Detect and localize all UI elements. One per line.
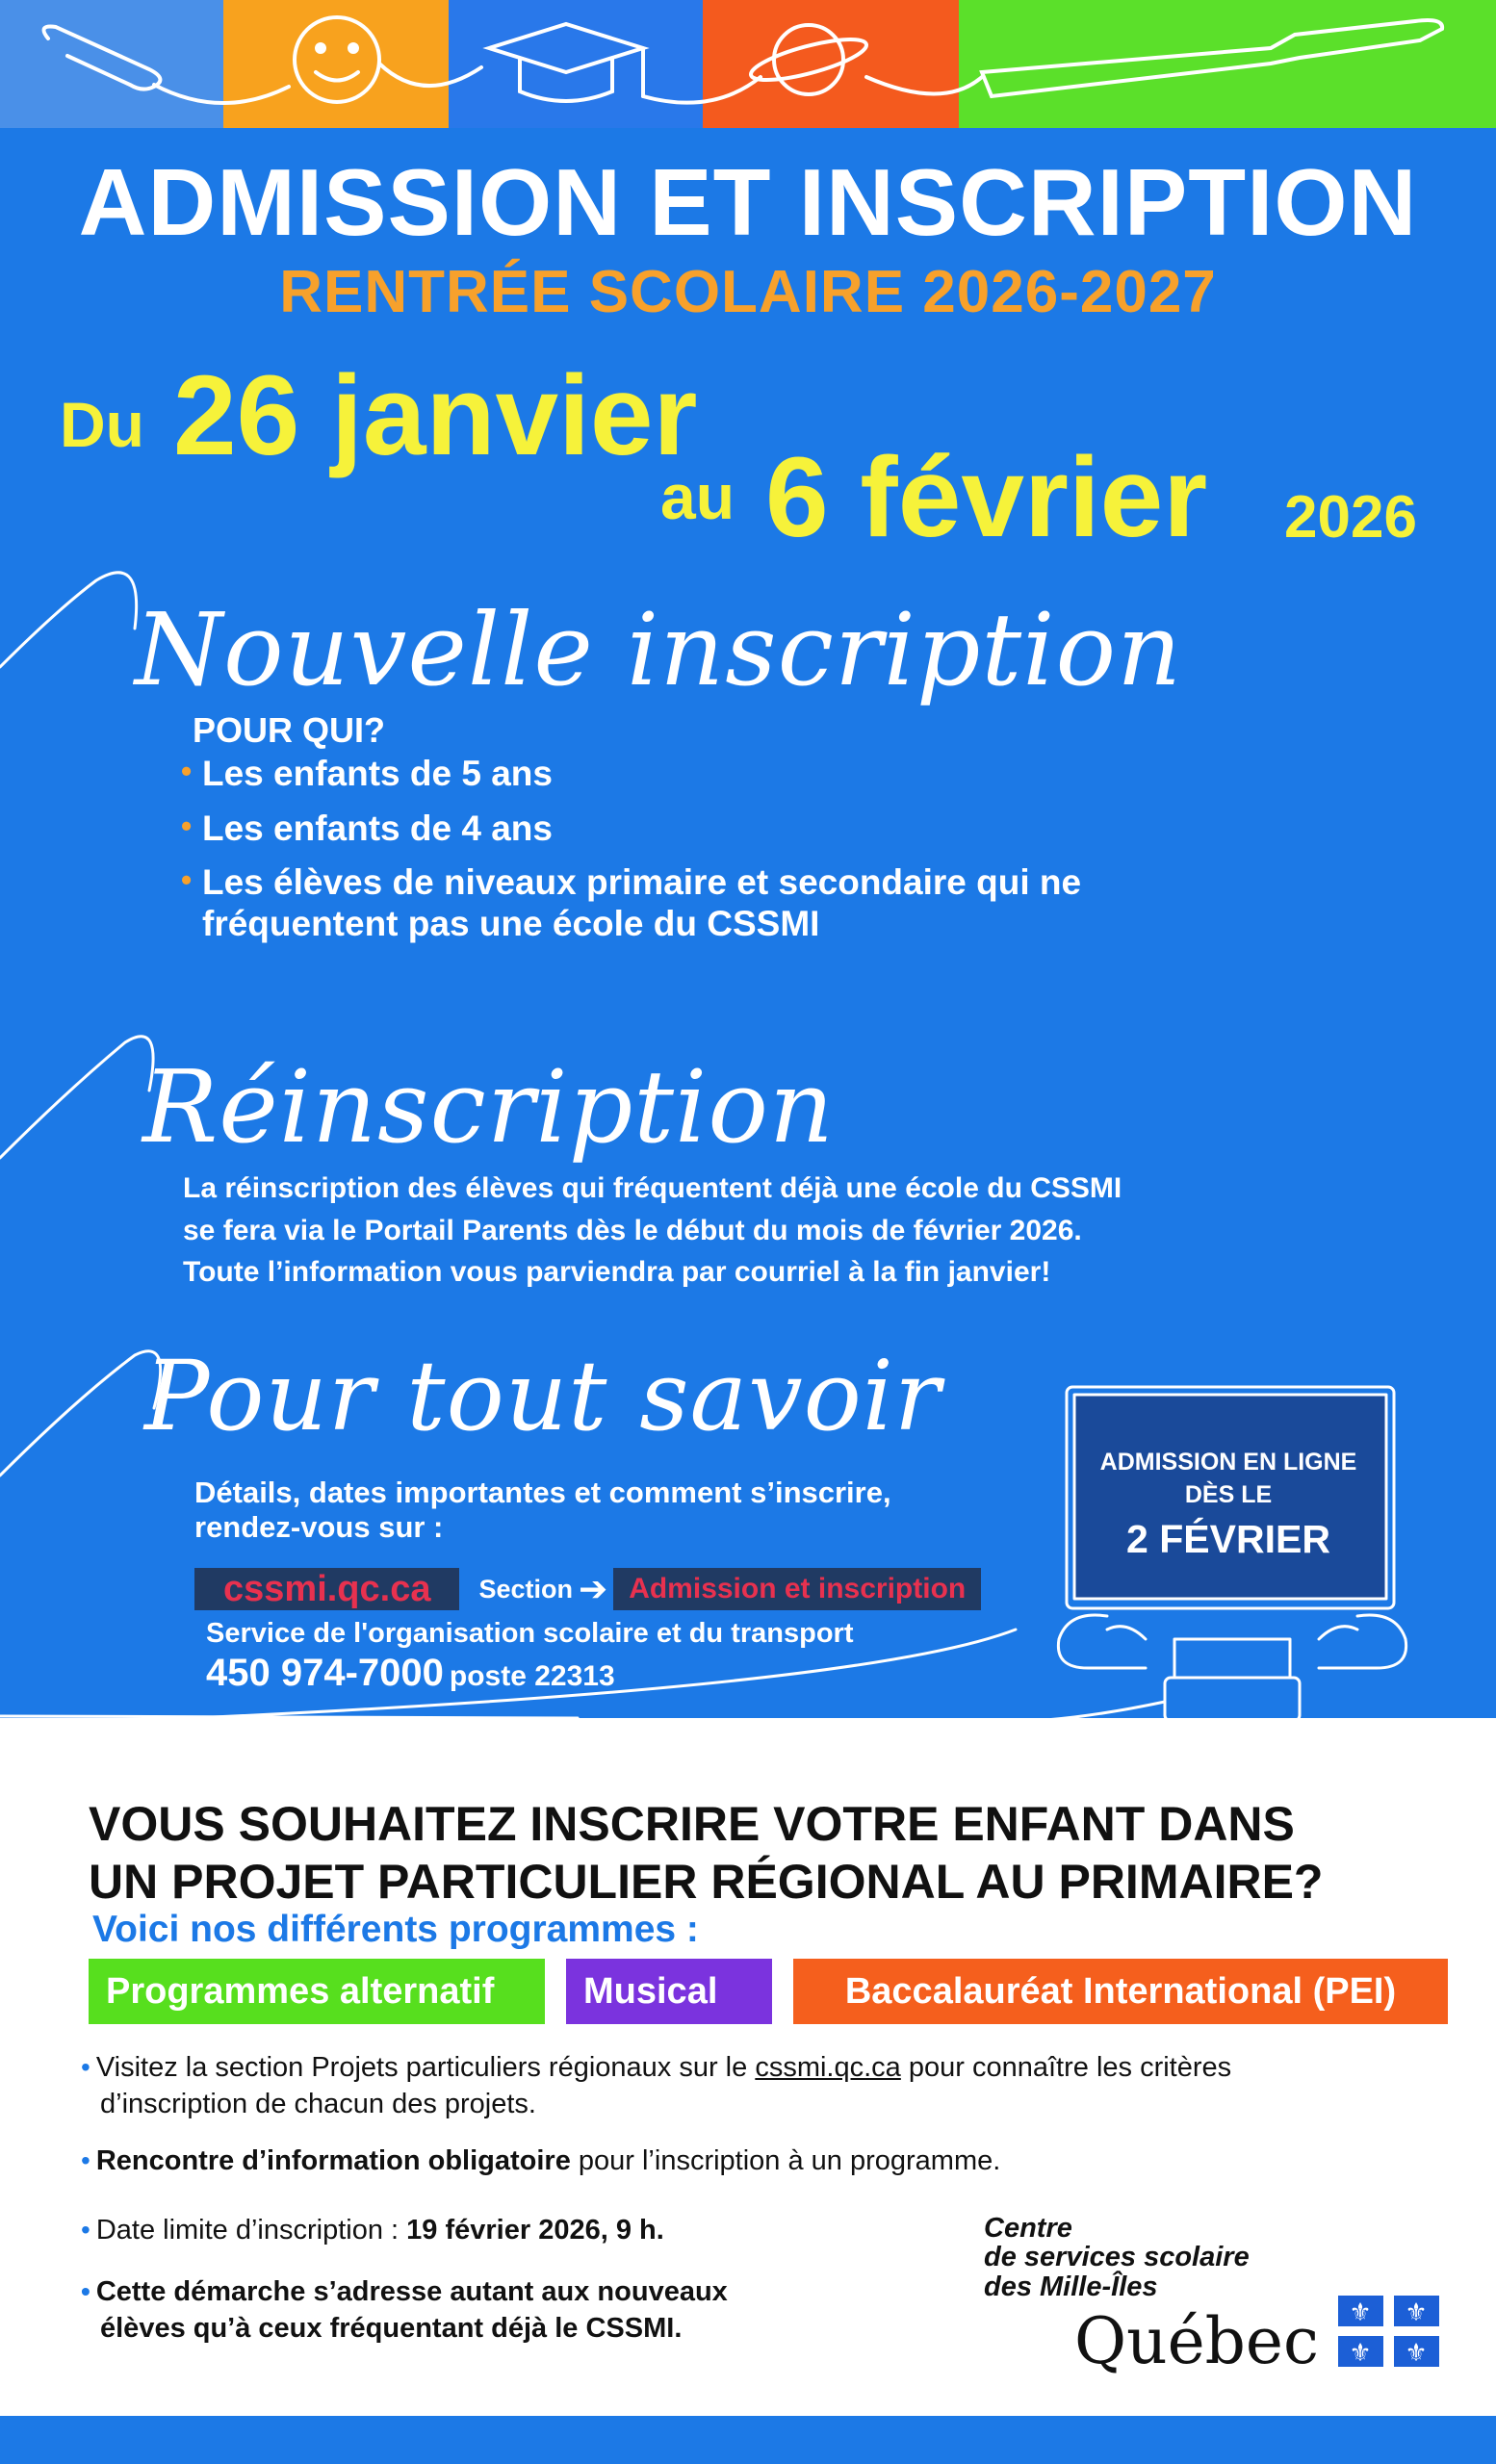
note-line: élèves qu’à ceux fréquentant déjà le CSSMI. — [100, 2312, 683, 2344]
reregistration-line: se fera via le Portail Parents dès le début du mois de février 2026. — [183, 1214, 1082, 1246]
phone-main[interactable]: 450 974-7000 — [206, 1652, 444, 1694]
program-musical-tag: Musical — [566, 1959, 772, 2024]
strip-line-art — [0, 0, 1496, 128]
note-line: Cette démarche s’adresse autant aux nouveaux — [95, 2276, 728, 2307]
online-admission-date: 2 FÉVRIER — [1126, 1516, 1330, 1561]
details-line: Détails, dates importantes et comment s’inscrire, — [194, 1476, 891, 1509]
section-title-new-registration: Nouvelle inscription — [135, 591, 1183, 708]
program-ib-tag: Baccalauréat International (PEI) — [793, 1959, 1448, 2024]
admission-section-link[interactable]: Admission et inscription — [613, 1568, 981, 1610]
title-line: UN PROJET PARTICULIER RÉGIONAL AU PRIMAIRE? — [89, 1855, 1324, 1909]
date-du-label: Du — [60, 389, 144, 460]
program-tags — [89, 1959, 1448, 2024]
smiley-icon — [295, 17, 379, 102]
learn-more-details — [194, 1476, 1061, 1544]
website-link-row — [194, 1566, 981, 1612]
special-projects-title — [89, 1795, 1436, 1911]
bullet-icon: • — [81, 2215, 90, 2245]
phone-number — [206, 1652, 615, 1695]
svg-text:⚜: ⚜ — [1349, 2298, 1372, 2327]
phone-extension: poste 22313 — [449, 1660, 615, 1692]
logo-line: de services scolaire — [984, 2242, 1250, 2273]
meeting-bold: Rencontre d’information obligatoire — [95, 2145, 571, 2176]
svg-text:⚜: ⚜ — [1405, 2339, 1428, 2367]
svg-text:⚜: ⚜ — [1405, 2298, 1428, 2327]
visit-text-pre: Visitez la section Projets particuliers régionaux sur le — [95, 2052, 756, 2083]
date-end: 6 février — [765, 434, 1208, 561]
svg-text:⚜: ⚜ — [1349, 2339, 1372, 2367]
deadline-label: Date limite d’inscription : — [95, 2215, 407, 2246]
paintbrush-icon — [982, 20, 1442, 96]
list-item: • Les enfants de 4 ans — [181, 808, 1240, 850]
list-item: • Les élèves de niveaux primaire et secondaire qui ne fréquentent pas une école du CSSMI — [181, 862, 1201, 944]
deadline-date: 19 février 2026, 9 h. — [406, 2215, 664, 2246]
info-deadline — [81, 2213, 664, 2249]
section-title-learn-more: Pour tout savoir — [144, 1340, 941, 1452]
bullet-icon: • — [81, 2276, 90, 2306]
service-name: Service de l'organisation scolaire et du transport — [206, 1618, 854, 1649]
from-label: DÈS LE — [1184, 1480, 1273, 1508]
date-year: 2026 — [1284, 484, 1417, 551]
visit-text-post: pour connaître les critères — [900, 2052, 1232, 2083]
reregistration-line: Toute l’information vous parviendra par courriel à la fin janvier! — [183, 1256, 1051, 1288]
reregistration-text — [183, 1168, 1242, 1294]
strip-flow-line — [154, 85, 289, 103]
quebec-flag-icon — [1338, 2296, 1439, 2367]
who-heading: POUR QUI? — [193, 710, 386, 750]
footer-bar — [0, 2416, 1496, 2464]
date-start: 26 janvier — [173, 352, 698, 479]
info-meeting — [81, 2143, 1000, 2180]
meeting-rest: pour l’inscription à un programme. — [570, 2145, 1001, 2176]
eligibility-list — [181, 754, 1240, 958]
programs-subtitle: Voici nos différents programmes : — [92, 1909, 699, 1950]
cssmi-logo-text — [984, 2214, 1250, 2301]
info-visit — [81, 2050, 1409, 2122]
title-line: VOUS SOUHAITEZ INSCRIRE VOTRE ENFANT DANS — [89, 1797, 1295, 1851]
reregistration-line: La réinscription des élèves qui fréquentent déjà une école du CSSMI — [183, 1172, 1122, 1204]
info-note — [81, 2274, 832, 2347]
section-label: Section — [478, 1574, 574, 1604]
arrow-right-icon: ➔ — [579, 1569, 608, 1608]
blue-info-panel — [0, 128, 1496, 1718]
planet-icon — [774, 25, 843, 94]
bullet-icon: • — [81, 2052, 90, 2082]
section-title-reregistration: Réinscription — [142, 1048, 835, 1166]
online-admission-label: ADMISSION EN LIGNE — [1099, 1449, 1357, 1476]
details-line: rendez-vous sur : — [194, 1509, 444, 1544]
date-au-label: au — [660, 461, 735, 532]
paperclip-icon — [44, 27, 161, 90]
program-alternative-tag: Programmes alternatif — [89, 1959, 545, 2024]
graduation-cap-icon — [489, 24, 643, 101]
quebec-wordmark: Québec — [1074, 2304, 1319, 2378]
website-link[interactable]: cssmi.qc.ca — [194, 1568, 459, 1610]
monitor-screen-text — [1074, 1447, 1382, 1561]
main-title: ADMISSION ET INSCRIPTION — [78, 149, 1418, 255]
list-item: • Les enfants de 5 ans — [181, 754, 1240, 795]
special-projects-panel — [0, 1718, 1496, 2416]
logo-line: des Mille-Îles — [984, 2271, 1158, 2302]
cssmi-website-link[interactable]: cssmi.qc.ca — [755, 2052, 901, 2083]
logo-line: Centre — [984, 2213, 1072, 2244]
visit-text-cont: d’inscription de chacun des projets. — [100, 2088, 536, 2119]
school-year-subtitle: RENTRÉE SCOLAIRE 2026-2027 — [279, 259, 1217, 325]
bullet-icon: • — [81, 2145, 90, 2175]
